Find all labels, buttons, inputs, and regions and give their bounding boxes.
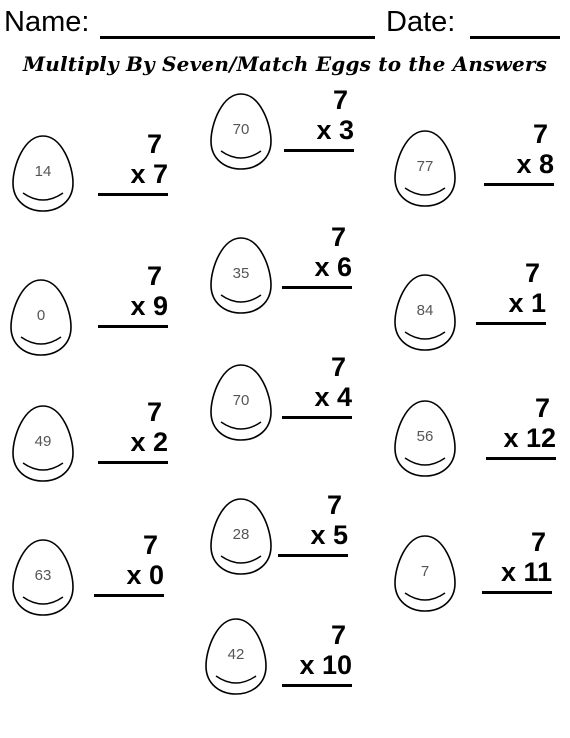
answer-line — [98, 193, 168, 196]
egg-answer[interactable] — [209, 496, 273, 576]
answer-line — [476, 322, 546, 325]
answer-line — [98, 325, 168, 328]
egg-answer[interactable] — [209, 235, 273, 315]
egg-number: 14 — [34, 163, 52, 180]
egg-answer[interactable] — [393, 272, 457, 352]
multiplication-problem — [486, 393, 556, 460]
problem-bottom: x 2 — [130, 427, 168, 457]
multiplication-problem — [282, 352, 352, 419]
multiplication-problem — [98, 129, 168, 196]
answer-line — [282, 684, 352, 687]
date-label: Date: — [386, 6, 456, 38]
name-label: Name: — [4, 6, 90, 38]
problem-top: 7 — [142, 530, 158, 560]
egg-number: 56 — [416, 428, 434, 445]
problem-bottom: x 7 — [130, 159, 168, 189]
answer-line — [278, 554, 348, 557]
egg-answer[interactable] — [209, 91, 273, 171]
problem-top: 7 — [332, 85, 348, 115]
egg-answer[interactable] — [11, 133, 75, 213]
answer-line — [486, 457, 556, 460]
answer-line — [94, 594, 164, 597]
problem-top: 7 — [330, 620, 346, 650]
egg-number: 70 — [232, 392, 250, 409]
name-field[interactable] — [100, 36, 375, 39]
egg-number: 42 — [227, 646, 245, 663]
egg-answer[interactable] — [11, 537, 75, 617]
answer-line — [282, 286, 352, 289]
problem-bottom: x 0 — [126, 560, 164, 590]
answer-line — [484, 183, 554, 186]
egg-number: 70 — [232, 121, 250, 138]
multiplication-problem — [482, 527, 552, 594]
egg-number: 49 — [34, 433, 52, 450]
egg-answer[interactable] — [9, 277, 73, 357]
problem-bottom: x 8 — [516, 149, 554, 179]
problem-bottom: x 11 — [500, 557, 552, 587]
multiplication-problem — [94, 530, 164, 597]
egg-answer[interactable] — [11, 403, 75, 483]
multiplication-problem — [282, 222, 352, 289]
egg-answer[interactable] — [204, 616, 268, 696]
problem-top: 7 — [534, 393, 550, 423]
problem-bottom: x 4 — [314, 382, 352, 412]
egg-number: 0 — [36, 307, 46, 324]
multiplication-problem — [284, 85, 354, 152]
multiplication-problem — [98, 397, 168, 464]
egg-number: 35 — [232, 265, 250, 282]
problem-bottom: x 5 — [310, 520, 348, 550]
egg-answer[interactable] — [209, 362, 273, 442]
multiplication-problem — [98, 261, 168, 328]
egg-answer[interactable] — [393, 533, 457, 613]
problem-top: 7 — [530, 527, 546, 557]
egg-number: 77 — [416, 158, 434, 175]
multiplication-problem — [278, 490, 348, 557]
problem-bottom: x 3 — [316, 115, 354, 145]
answer-line — [482, 591, 552, 594]
problem-bottom: x 12 — [503, 423, 556, 453]
problem-bottom: x 10 — [299, 650, 352, 680]
egg-answer[interactable] — [393, 398, 457, 478]
problem-top: 7 — [330, 352, 346, 382]
problem-bottom: x 9 — [130, 291, 168, 321]
answer-line — [284, 149, 354, 152]
answer-line — [282, 416, 352, 419]
problem-top: 7 — [326, 490, 342, 520]
multiplication-problem — [282, 620, 352, 687]
problem-bottom: x 6 — [314, 252, 352, 282]
problem-top: 7 — [146, 261, 162, 291]
problem-top: 7 — [524, 258, 540, 288]
egg-answer[interactable] — [393, 128, 457, 208]
problem-top: 7 — [330, 222, 346, 252]
multiplication-problem — [484, 119, 554, 186]
egg-number: 7 — [420, 563, 430, 580]
date-field[interactable] — [470, 36, 560, 39]
egg-number: 28 — [232, 526, 250, 543]
egg-number: 63 — [34, 567, 52, 584]
worksheet-title: Multiply By Seven/Match Eggs to the Answers — [22, 52, 548, 76]
problem-top: 7 — [146, 129, 162, 159]
problem-top: 7 — [532, 119, 548, 149]
problem-bottom: x 1 — [508, 288, 546, 318]
answer-line — [98, 461, 168, 464]
multiplication-problem — [476, 258, 546, 325]
egg-number: 84 — [416, 302, 434, 319]
problem-top: 7 — [146, 397, 162, 427]
